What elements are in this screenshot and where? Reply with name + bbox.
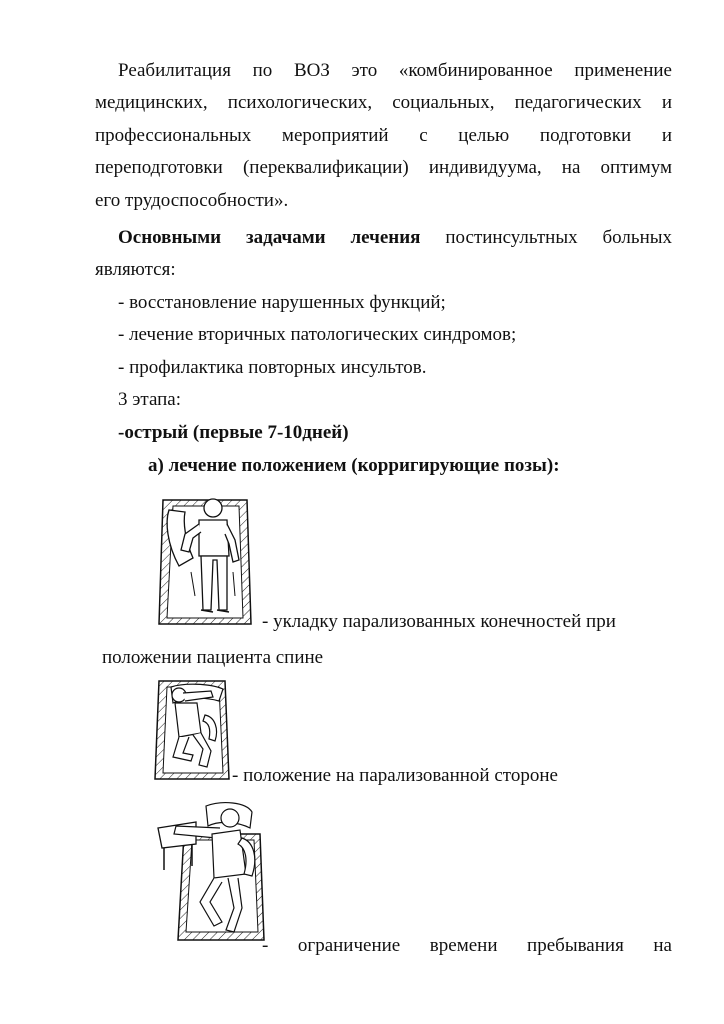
list-item: - профилактика повторных инсультов. xyxy=(118,357,427,378)
caption-time-limit: - ограничение времени пребывания на xyxy=(262,935,672,956)
paragraph-1-line-1: Реабилитация по ВОЗ это «комбинированное применение xyxy=(118,60,672,81)
caption-supine-line-1: - укладку парализованных конечностей при xyxy=(262,611,616,632)
stages-label: 3 этапа: xyxy=(118,389,182,410)
paragraph-2-line-1 xyxy=(118,226,672,250)
paragraph-1-line-2: медицинских, психологических, социальных, педагогических и xyxy=(95,92,672,113)
paragraph-1-line-5: его трудоспособности». xyxy=(95,190,289,211)
list-item: - лечение вторичных патологических синдромов; xyxy=(118,324,517,345)
healthy-side-illustration xyxy=(156,798,268,946)
paragraph-1-line-3: профессиональных мероприятий с целью подготовки и xyxy=(95,125,672,146)
paragraph-1-line-4: переподготовки (переквалификации) индивидуума, на оптимум xyxy=(95,157,672,178)
side-lying-illustration xyxy=(153,675,233,785)
supine-illustration xyxy=(155,492,255,632)
figure-healthy-side-position xyxy=(156,798,268,946)
positioning-subheading: а) лечение положением (корригирующие позы): xyxy=(148,455,560,476)
acute-stage-heading: -острый (первые 7-10дней) xyxy=(118,422,349,443)
tasks-heading-rest: постинсультных больных xyxy=(420,227,672,248)
paragraph-2-line-2: являются: xyxy=(95,259,176,280)
tasks-heading-bold: Основными задачами лечения xyxy=(118,227,421,248)
figure-paralyzed-side-position xyxy=(153,675,233,785)
figure-supine-position xyxy=(155,492,255,632)
caption-supine-line-2: положении пациента спине xyxy=(102,647,324,668)
caption-paralyzed-side: - положение на парализованной стороне xyxy=(232,765,558,786)
list-item: - восстановление нарушенных функций; xyxy=(118,292,446,313)
